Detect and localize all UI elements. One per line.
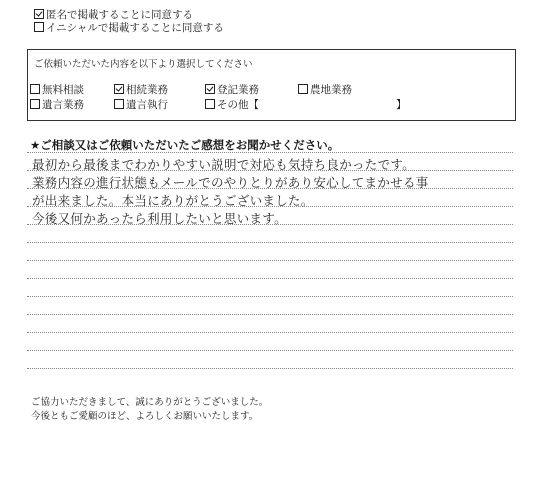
option-will-execution[interactable] — [114, 97, 168, 112]
checkbox-empty-icon[interactable] — [205, 99, 215, 109]
checkbox-checked-icon[interactable] — [34, 9, 44, 19]
ruled-line — [27, 368, 513, 369]
impressions-heading: ★ご相談又はご依頼いただいたご感想をお聞かせください。 — [30, 138, 340, 152]
option-farmland[interactable] — [298, 82, 352, 97]
handwritten-line: 業務内容の進行状態もメールでのやりとりがあり安心してまかせる事 — [32, 175, 429, 190]
handwritten-line: 最初から最後までわかりやすい説明で対応も気持ち良かったです。 — [32, 157, 416, 172]
option-label: その他【 — [217, 99, 259, 111]
consent-initials-label: イニシャルで掲載することに同意する — [46, 22, 224, 34]
option-label: 遺言業務 — [42, 99, 84, 111]
checkbox-checked-icon[interactable] — [114, 84, 124, 94]
ruled-line — [27, 350, 513, 351]
handwritten-line: が出来ました。本当にありがとうございました。 — [32, 193, 314, 208]
consent-initials[interactable] — [34, 22, 224, 35]
ruled-line — [27, 296, 513, 297]
checkbox-empty-icon[interactable] — [34, 22, 44, 32]
option-other[interactable] — [205, 97, 259, 112]
closing-thanks: ご協力いただきまして、誠にありがとうございました。 — [31, 397, 269, 408]
checkbox-empty-icon[interactable] — [114, 99, 124, 109]
option-will[interactable] — [30, 97, 84, 112]
ruled-line — [27, 260, 513, 261]
option-label: 登記業務 — [217, 84, 259, 96]
consent-anonymous[interactable] — [34, 9, 193, 22]
ruled-line — [27, 332, 513, 333]
ruled-line — [27, 242, 513, 243]
checkbox-empty-icon[interactable] — [30, 84, 40, 94]
option-free-consultation[interactable] — [30, 82, 84, 97]
ruled-line — [27, 152, 513, 153]
ruled-line — [27, 278, 513, 279]
option-registration[interactable] — [205, 82, 259, 97]
option-label: 相続業務 — [126, 84, 168, 96]
option-label: 遺言執行 — [126, 99, 168, 111]
checkbox-empty-icon[interactable] — [30, 99, 40, 109]
option-label: 無料相談 — [42, 84, 84, 96]
request-type-section — [27, 49, 516, 121]
option-inheritance[interactable] — [114, 82, 168, 97]
handwritten-line: 今後又何かあったら利用したいと思います。 — [32, 211, 287, 226]
closing-regards: 今後ともご愛顧のほど、よろしくお願いいたします。 — [31, 411, 259, 422]
consent-anonymous-label: 匿名で掲載することに同意する — [46, 9, 193, 21]
request-type-title: ご依頼いただいた内容を以下より選択してください — [34, 59, 253, 70]
option-label: 農地業務 — [310, 84, 352, 96]
checkbox-empty-icon[interactable] — [298, 84, 308, 94]
checkbox-checked-icon[interactable] — [205, 84, 215, 94]
ruled-line — [27, 314, 513, 315]
other-bracket-close: 】 — [396, 99, 407, 111]
